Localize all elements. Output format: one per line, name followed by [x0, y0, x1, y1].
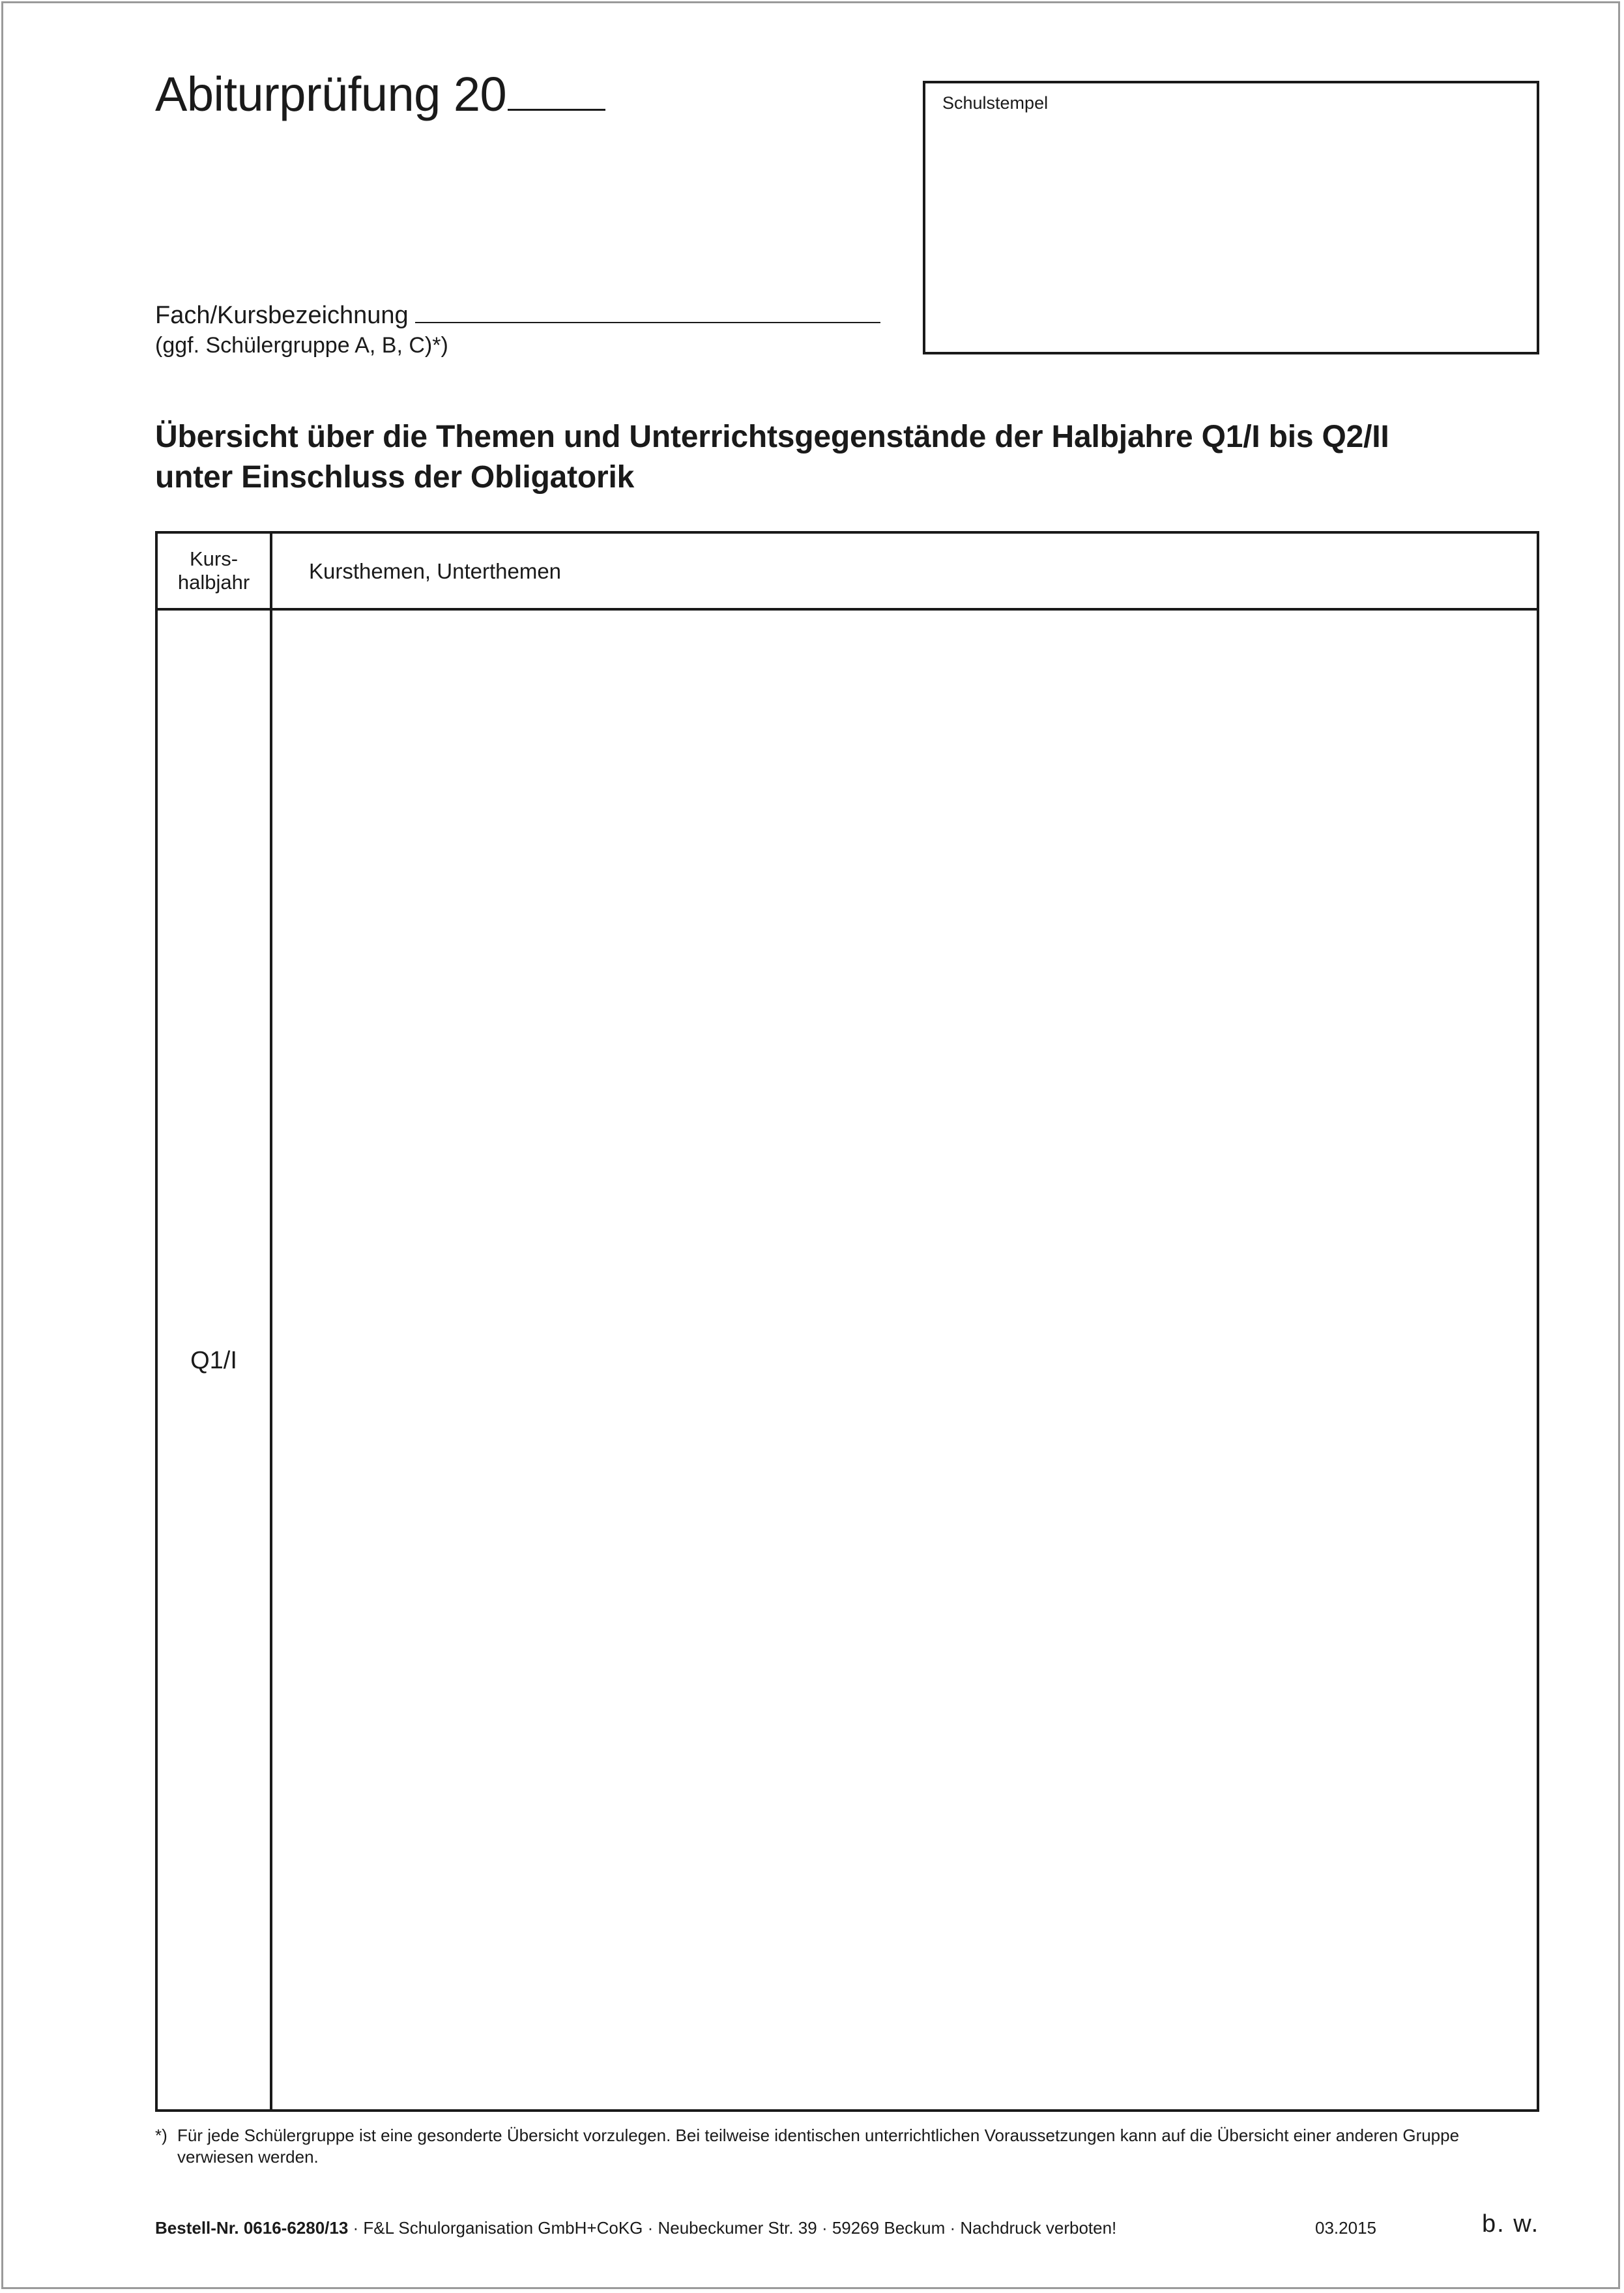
page-title: [155, 67, 605, 121]
subject-field-label: Fach/Kursbezeichnung: [155, 302, 409, 329]
order-number: Bestell-Nr. 0616-6280/13: [155, 2218, 349, 2238]
footnote-text: Für jede Schülergruppe ist eine gesonderte Übersicht vorzulegen. Bei teilweise identischen unterrichtlichen Voraussetzungen kann auf die Übersicht einer anderen Gruppe verwiesen werden.: [177, 2126, 1460, 2167]
continue-overleaf-mark: b. w.: [1482, 2210, 1540, 2238]
topics-table: [155, 531, 1539, 2112]
student-group-note: (ggf. Schülergruppe A, B, C)*): [155, 333, 448, 358]
footer-publisher-line: [155, 2219, 1116, 2236]
overview-heading-line1: Übersicht über die Themen und Unterrichtsgegenstände der Halbjahre Q1/I bis Q2/II: [155, 420, 1389, 454]
footer-date: 03.2015: [1315, 2218, 1376, 2238]
school-stamp-label: Schulstempel: [942, 93, 1049, 113]
overview-heading: [155, 417, 1539, 498]
topics-column-header: Kursthemen, Unterthemen: [309, 558, 562, 583]
overview-heading-line2: unter Einschluss der Obligatorik: [155, 460, 635, 495]
footnote-mark: *): [155, 2126, 167, 2145]
footnote: [155, 2125, 1539, 2167]
topics-content-cell[interactable]: [272, 611, 1537, 2109]
year-blank-line[interactable]: [508, 75, 605, 111]
subject-blank-line[interactable]: [415, 302, 880, 323]
semester-header-line2: halbjahr: [177, 571, 250, 594]
semester-header-line1: Kurs-: [189, 547, 239, 571]
subject-field-row: [155, 302, 880, 328]
publisher-info: · F&L Schulorganisation GmbH+CoKG · Neubeckumer Str. 39 · 59269 Beckum · Nachdruck verboten!: [348, 2218, 1117, 2238]
semester-cell: Q1/I: [190, 1347, 237, 1374]
title-text: Abiturprüfung 20: [155, 67, 507, 121]
semester-column-header: [158, 534, 270, 608]
school-stamp-box: [923, 81, 1539, 354]
